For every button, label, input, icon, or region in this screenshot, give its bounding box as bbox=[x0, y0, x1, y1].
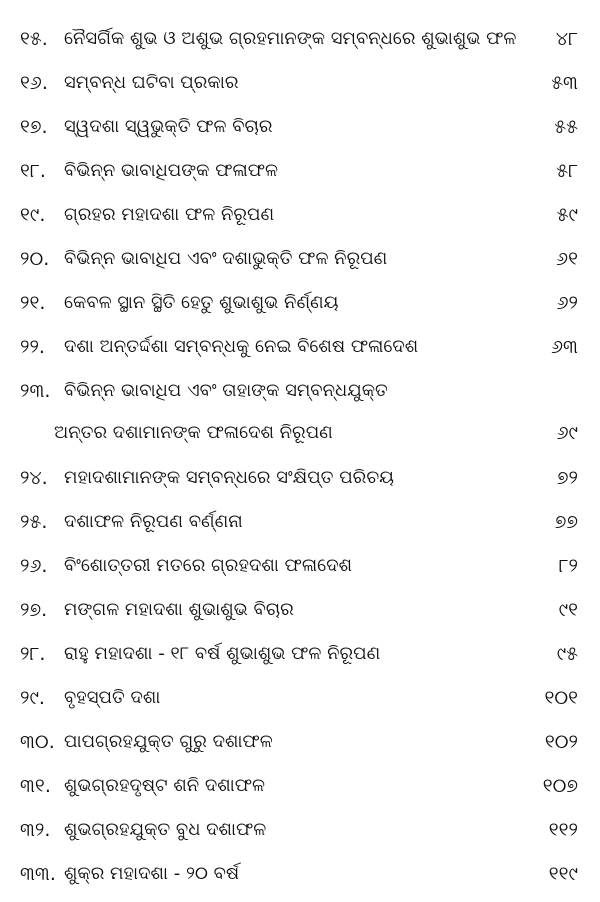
entry-title: ଗ୍ରହର ମହାଦଶା ଫଳ ନିରୂପଣ bbox=[64, 204, 275, 225]
toc-entry bbox=[0, 595, 600, 625]
toc-entry bbox=[0, 639, 600, 669]
entry-number: ୩୨. bbox=[20, 819, 51, 841]
entry-title: ବିଂଶୋତ୍ତରୀ ମତରେ ଗ୍ରହଦଶା ଫଳାଦେଶ bbox=[64, 555, 352, 576]
entry-number: ୨୯. bbox=[20, 687, 45, 709]
toc-entry bbox=[0, 551, 600, 581]
entry-number: ୨୫. bbox=[20, 511, 48, 533]
entry-page: ୧୦୨ bbox=[544, 731, 578, 753]
entry-title: ଶୁଭଗ୍ରହଦୃଷ୍ଟ ଶନି ଦଶାଫଳ bbox=[64, 775, 266, 796]
entry-title: ଅନ୍ତର ଦଶାମାନଙ୍କ ଫଳାଦେଶ ନିରୂପଣ bbox=[54, 422, 333, 443]
toc-entry-continuation bbox=[0, 418, 600, 448]
entry-number: ୩୩. bbox=[20, 863, 56, 885]
entry-number: ୧୫. bbox=[20, 28, 48, 50]
toc-entry bbox=[0, 112, 600, 142]
entry-title: ବିଭିନ୍ନ ଭାବାଧିପ ଏବଂ ଦଶାଭୁକ୍ତି ଫଳ ନିରୂପଣ bbox=[64, 248, 388, 269]
entry-page: ୭୭ bbox=[554, 511, 578, 533]
entry-number: ୩୧. bbox=[20, 775, 51, 797]
toc-entry bbox=[0, 727, 600, 757]
entry-number: ୧୭. bbox=[20, 116, 48, 138]
entry-title: ପାପଗ୍ରହଯୁକ୍ତ ଗୁରୁ ଦଶାଫଳ bbox=[64, 731, 273, 752]
toc-entry bbox=[0, 24, 600, 54]
entry-title: ମହାଦଶାମାନଙ୍କ ସମ୍ବନ୍ଧରେ ସଂକ୍ଷିପ୍ତ ପରିଚୟ bbox=[64, 467, 394, 488]
entry-title: ସ୍ୱଦଶା ସ୍ୱଭୁକ୍ତି ଫଳ ବିଚାର bbox=[64, 116, 273, 137]
entry-page: ୮୨ bbox=[558, 555, 578, 577]
entry-title: ଶୁକ୍ର ମହାଦଶା - ୨୦ ବର୍ଷ bbox=[64, 863, 240, 884]
entry-number: ୨୨. bbox=[20, 336, 45, 358]
entry-number: ୨୭. bbox=[20, 599, 48, 621]
entry-title: ଦଶାଫଳ ନିରୂପଣ ବର୍ଣ୍ଣନା bbox=[64, 511, 243, 532]
entry-page: ୫୯ bbox=[556, 204, 578, 226]
entry-page: ୧୧୯ bbox=[548, 863, 578, 885]
entry-number: ୨୦. bbox=[20, 248, 50, 270]
entry-number: ୨୮. bbox=[20, 643, 46, 665]
toc-entry bbox=[0, 815, 600, 845]
entry-number: ୧୮. bbox=[20, 160, 46, 182]
entry-number: ୨୬. bbox=[20, 555, 48, 577]
entry-number: ୧୬. bbox=[20, 72, 48, 94]
entry-number: ୨୩. bbox=[20, 380, 51, 402]
toc-entry bbox=[0, 332, 600, 362]
entry-page: ୭୨ bbox=[556, 467, 578, 489]
entry-page: ୫୩ bbox=[551, 72, 578, 94]
entry-title: ରାହୁ ମହାଦଶା - ୧୮ ବର୍ଷ ଶୁଭାଶୁଭ ଫଳ ନିରୂପଣ bbox=[64, 643, 381, 664]
toc-entry bbox=[0, 771, 600, 801]
entry-page: ୬୧ bbox=[556, 248, 578, 270]
toc-entry bbox=[0, 68, 600, 98]
toc-entry bbox=[0, 859, 600, 889]
entry-title: ଶୁଭଗ୍ରହଯୁକ୍ତ ବୁଧ ଦଶାଫଳ bbox=[64, 819, 267, 840]
entry-page: ୪୮ bbox=[555, 28, 578, 50]
entry-title: କେବଳ ସ୍ଥାନ ସ୍ଥିତି ହେତୁ ଶୁଭାଶୁଭ ନିର୍ଣ୍ଣୟ bbox=[64, 292, 339, 313]
entry-number: ୩୦. bbox=[20, 731, 55, 753]
entry-page: ୯୧ bbox=[558, 599, 578, 621]
toc-entry bbox=[0, 156, 600, 186]
entry-page: ୬୨ bbox=[556, 292, 578, 314]
entry-page: ୯୫ bbox=[556, 643, 578, 665]
entry-title: ସମ୍ବନ୍ଧ ଘଟିବା ପ୍ରକାର bbox=[64, 72, 239, 93]
entry-title: ଦଶା ଅନ୍ତର୍ଦ୍ଦଶା ସମ୍ବନ୍ଧକୁ ନେଇ ବିଶେଷ ଫଳାଦେଶ bbox=[64, 336, 419, 357]
toc-entry bbox=[0, 683, 600, 713]
toc-entry bbox=[0, 376, 600, 406]
entry-page: ୧୦୭ bbox=[542, 775, 578, 797]
toc-entry bbox=[0, 463, 600, 493]
toc-entry bbox=[0, 507, 600, 537]
entry-page: ୧୦୧ bbox=[544, 687, 578, 709]
entry-number: ୨୧. bbox=[20, 292, 46, 314]
entry-number: ୧୯. bbox=[20, 204, 46, 226]
entry-page: ୬୯ bbox=[556, 422, 578, 444]
entry-title: ନୈସର୍ଗିକ ଶୁଭ ଓ ଅଶୁଭ ଗ୍ରହମାନଙ୍କ ସମ୍ବନ୍ଧରେ ଶୁଭାଶୁଭ ଫଳ bbox=[64, 28, 517, 49]
entry-title: ବିଭିନ୍ନ ଭାବାଧିପ ଏବଂ ତାହାଙ୍କ ସମ୍ବନ୍ଧଯୁକ୍ତ bbox=[64, 380, 388, 401]
entry-page: ୫୫ bbox=[554, 116, 578, 138]
entry-page: ୧୧୨ bbox=[548, 819, 578, 841]
entry-page: ୫୮ bbox=[556, 160, 578, 182]
entry-page: ୬୩ bbox=[551, 336, 578, 358]
entry-title: ବିଭିନ୍ନ ଭାବାଧିପଙ୍କ ଫଳାଫଳ bbox=[64, 160, 279, 181]
toc-entry bbox=[0, 200, 600, 230]
entry-title: ମଙ୍ଗଳ ମହାଦଶା ଶୁଭାଶୁଭ ବିଚାର bbox=[64, 599, 294, 620]
entry-number: ୨୪. bbox=[20, 467, 48, 489]
entry-title: ବୃହସ୍ପତି ଦଶା bbox=[64, 687, 161, 708]
toc-entry bbox=[0, 288, 600, 318]
toc-entry bbox=[0, 244, 600, 274]
